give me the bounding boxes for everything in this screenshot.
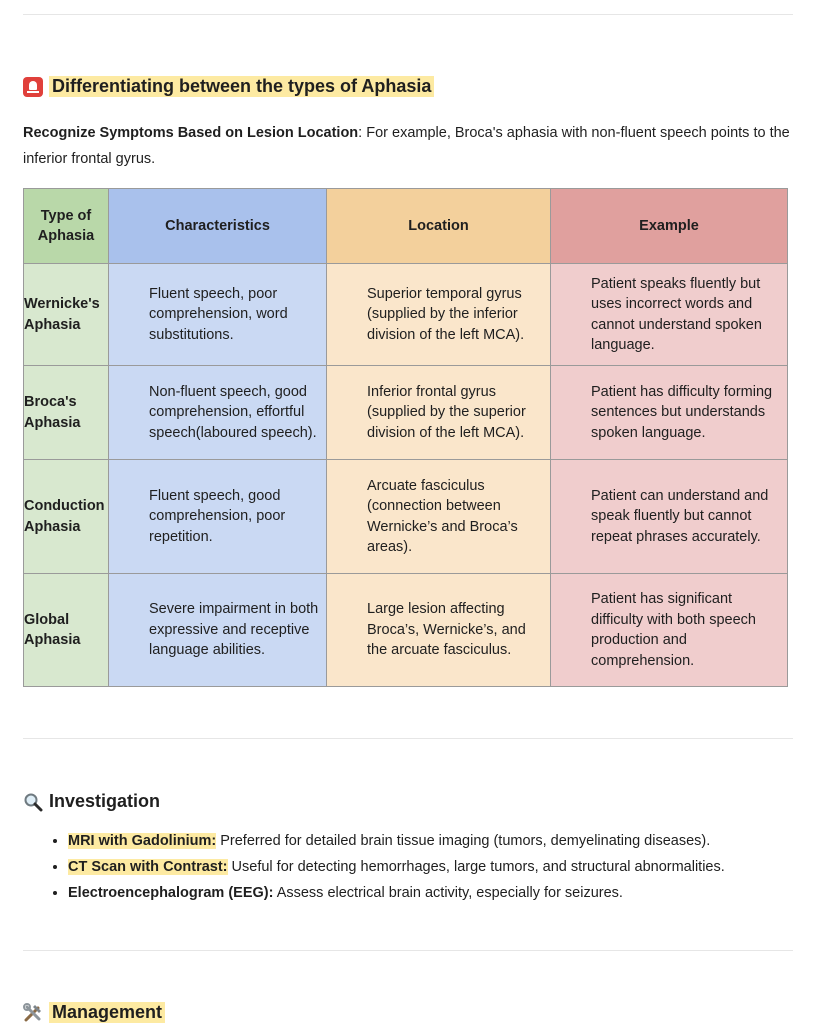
top-divider: [23, 14, 793, 15]
cell-example: Patient can understand and speak fluently but cannot repeat phrases accurately.: [551, 460, 788, 574]
cell-example: Patient has difficulty forming sentences but understands spoken language.: [551, 366, 788, 460]
magnifier-icon: [23, 792, 43, 812]
cell-location: Arcuate fasciculus (connection between Wernicke’s and Broca’s areas).: [327, 460, 551, 574]
tools-icon: [23, 1003, 43, 1023]
cell-example: Patient has significant difficulty with both speech production and comprehension.: [551, 574, 788, 687]
header-example: Example: [551, 189, 788, 264]
cell-location: Superior temporal gyrus (supplied by the inferior division of the left MCA).: [327, 264, 551, 366]
item-text: Assess electrical brain activity, especially for seizures.: [273, 885, 623, 901]
siren-icon: [23, 77, 43, 97]
cell-characteristics: Non-fluent speech, good comprehension, effortful speech(laboured speech).: [109, 366, 327, 460]
table-row: [24, 264, 788, 366]
list-item: [68, 854, 725, 880]
item-label: MRI with Gadolinium:: [68, 833, 217, 849]
investigation-heading: [23, 791, 160, 812]
header-characteristics: Characteristics: [109, 189, 327, 264]
aphasia-heading: [23, 76, 434, 97]
section-divider: [23, 738, 793, 739]
cell-type: Conduction Aphasia: [24, 460, 109, 574]
management-heading-text: Management: [49, 1002, 165, 1023]
section-divider: [23, 950, 793, 951]
cell-characteristics: Fluent speech, poor comprehension, word substitutions.: [109, 264, 327, 366]
item-text: Preferred for detailed brain tissue imaging (tumors, demyelinating diseases).: [216, 833, 711, 849]
investigation-heading-text: Investigation: [49, 791, 161, 811]
aphasia-heading-text: Differentiating between the types of Aphasia: [49, 76, 434, 97]
cell-characteristics: Severe impairment in both expressive and receptive language abilities.: [109, 574, 327, 687]
lead-text: : For example, Broca's aphasia with non-fluent speech points to the inferior frontal gyrus.: [23, 125, 790, 167]
table-row: [24, 366, 788, 460]
management-heading: [23, 1002, 165, 1023]
list-item: [68, 880, 725, 906]
cell-location: Inferior frontal gyrus (supplied by the superior division of the left MCA).: [327, 366, 551, 460]
item-text: Useful for detecting hemorrhages, large tumors, and structural abnormalities.: [227, 859, 725, 875]
item-label: Electroencephalogram (EEG):: [68, 885, 274, 901]
table-header-row: [24, 189, 788, 264]
cell-location: Large lesion affecting Broca’s, Wernicke’s, and the arcuate fasciculus.: [327, 574, 551, 687]
header-location: Location: [327, 189, 551, 264]
cell-characteristics: Fluent speech, good comprehension, poor repetition.: [109, 460, 327, 574]
cell-type: Broca's Aphasia: [24, 366, 109, 460]
table-row: [24, 460, 788, 574]
cell-type: Global Aphasia: [24, 574, 109, 687]
header-type: Type of Aphasia: [24, 189, 109, 264]
aphasia-table: [23, 188, 788, 687]
cell-type: Wernicke's Aphasia: [24, 264, 109, 366]
lesion-location-paragraph: [23, 120, 798, 172]
investigation-list: [52, 828, 725, 906]
item-label: CT Scan with Contrast:: [68, 859, 228, 875]
cell-example: Patient speaks fluently but uses incorrect words and cannot understand spoken language.: [551, 264, 788, 366]
list-item: [68, 828, 725, 854]
table-row: [24, 574, 788, 687]
lead-bold: Recognize Symptoms Based on Lesion Location: [23, 125, 359, 141]
